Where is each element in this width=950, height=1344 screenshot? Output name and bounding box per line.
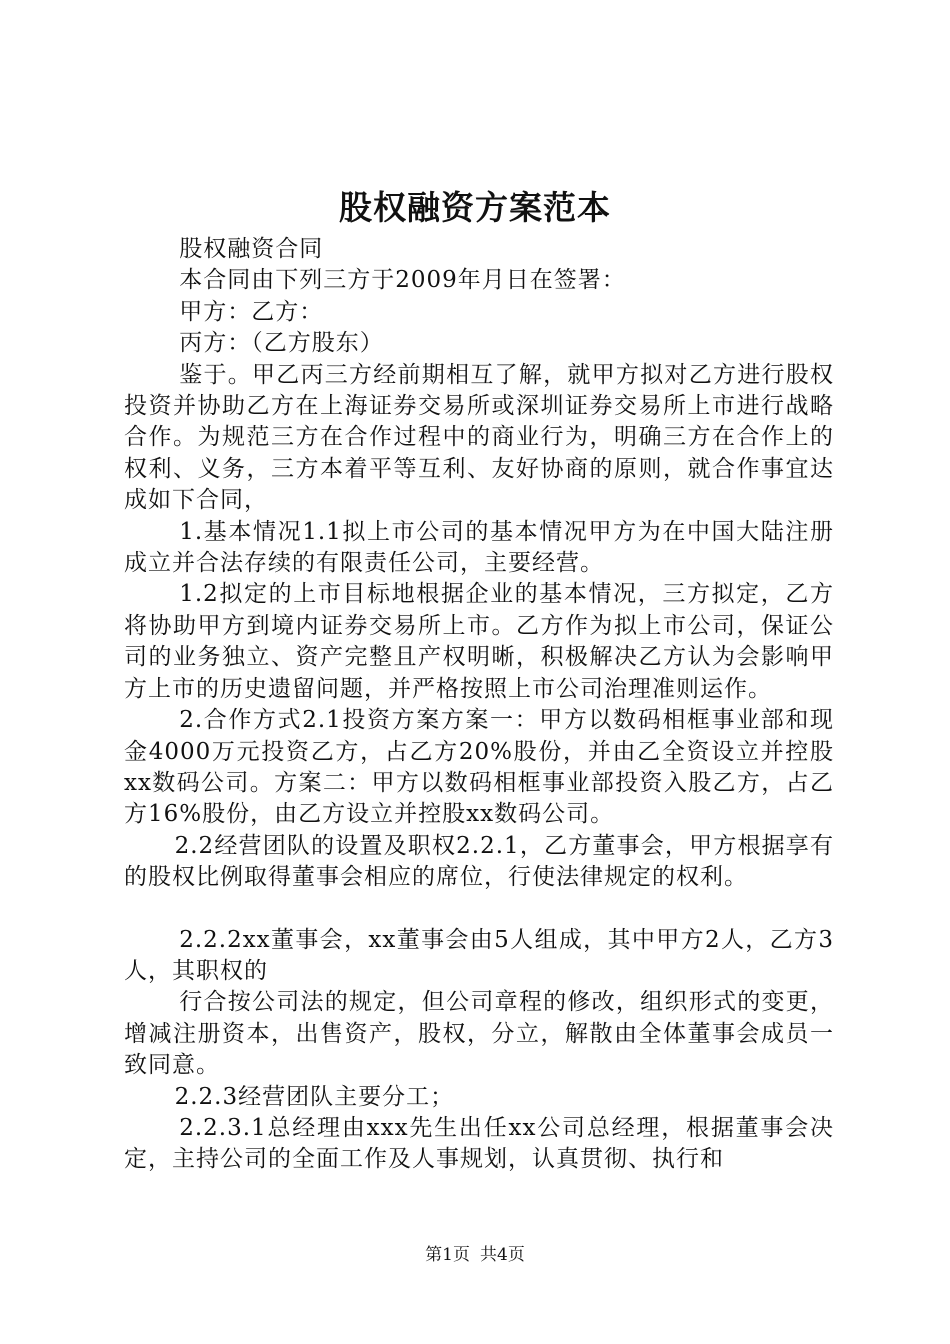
paragraph-section-2-1: 2.合作方式2.1投资方案方案一：甲方以数码相框事业部和现金4000万元投资乙方，占乙方20%股份，并由乙全资设立并控股xx数码公司。方案二：甲方以数码相框事业部投资入股乙方，占乙方16%股份，由乙方设立并控股xx数码公司。 <box>124 707 834 828</box>
paragraph-board-powers: 行合按公司法的规定，但公司章程的修改，组织形式的变更，增减注册资本，出售资产，股权，分立，解散由全体董事会成员一致同意。 <box>124 989 834 1079</box>
paragraph-parties-ab: 甲方：乙方： <box>179 298 324 325</box>
document-title: 股权融资方案范本 <box>339 188 611 227</box>
paragraph-section-2-2: 2.2经营团队的设置及职权2.2.1，乙方董事会，甲方根据享有的股权比例取得董事会相应的席位，行使法律规定的权利。 <box>124 832 834 891</box>
page-number: 第1页 <box>425 1245 470 1265</box>
paragraph-signing: 本合同由下列三方于2009年月日在签署： <box>179 267 626 294</box>
paragraph-section-2-2-2: 2.2.2xx董事会，xx董事会由5人组成，其中甲方2人，乙方3人，其职权的 <box>124 926 834 984</box>
paragraph-section-1-1: 1.基本情况1.1拟上市公司的基本情况甲方为在中国大陆注册成立并合法存续的有限责任公司，主要经营。 <box>124 518 834 577</box>
paragraph-contract-name: 股权融资合同 <box>179 236 324 262</box>
paragraph-preamble: 鉴于。甲乙丙三方经前期相互了解，就甲方拟对乙方进行股权投资并协助乙方在上海证券交易所或深圳证券交易所上市进行战略合作。为规范三方在合作过程中的商业行为，明确三方在合作上的权利、义务，三方本着平等互利、友好协商的原则，就合作事宜达成如下合同， <box>124 361 834 514</box>
page-footer <box>0 1244 950 1266</box>
page-total: 共4页 <box>480 1245 525 1265</box>
paragraph-section-2-2-3-1: 2.2.3.1总经理由xxx先生出任xx公司总经理，根据董事会决定，主持公司的全面工作及人事规划，认真贯彻、执行和 <box>124 1114 834 1173</box>
document-body <box>124 234 834 1176</box>
paragraph-section-1-2: 1.2拟定的上市目标地根据企业的基本情况，三方拟定，乙方将协助甲方到境内证券交易所上市。乙方作为拟上市公司，保证公司的业务独立、资产完整且产权明晰，积极解决乙方认为会影响甲方上市的历史遗留问题，并严格按照上市公司治理准则运作。 <box>124 581 834 702</box>
paragraph-party-c: 丙方：（乙方股东） <box>179 330 384 357</box>
paragraph-section-2-2-3: 2.2.3经营团队主要分工； <box>174 1083 455 1110</box>
